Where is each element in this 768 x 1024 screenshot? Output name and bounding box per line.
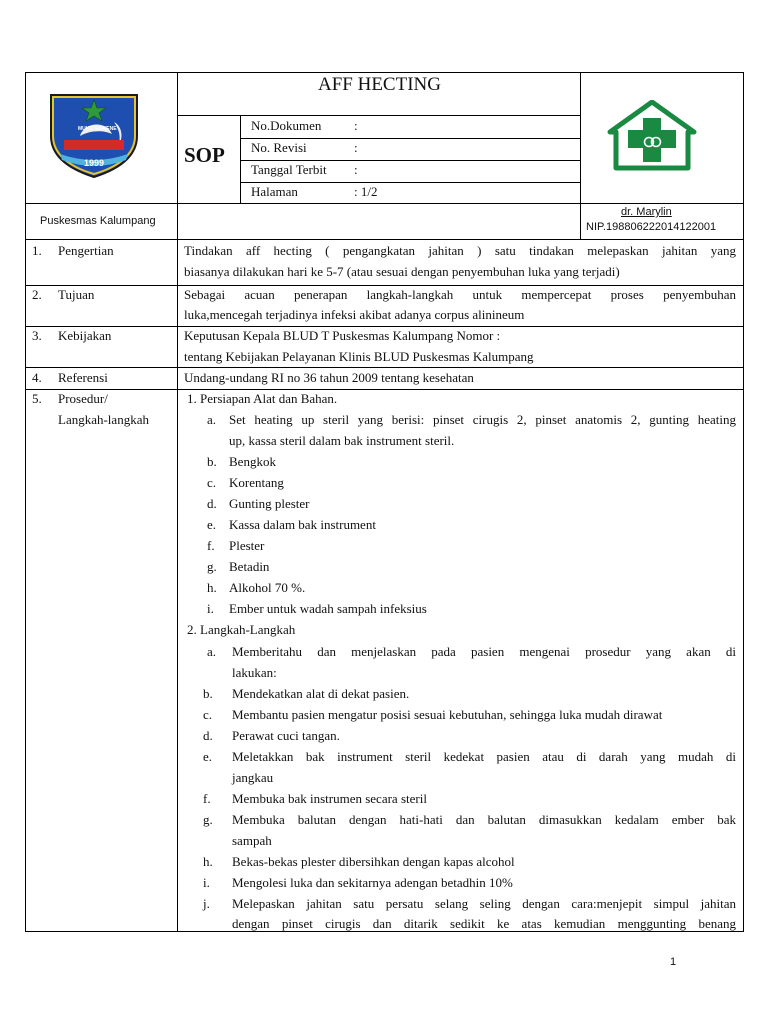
field-value-halaman: : 1/2 (354, 184, 378, 199)
list-item-text: Set heating up steril yang berisi: pinset cirugis 2, pinset anatomis 2, gunting heating (229, 412, 736, 427)
list-item-text-cont: dengan pinset cirugis dan ditarik sedikit ke atas kemudian menggunting benang (232, 916, 736, 931)
list-item-text: Perawat cuci tangan. (232, 728, 340, 743)
emblem-banner-text: MUKU GAWENE (78, 126, 117, 132)
list-item-text: Memberitahu dan menjelaskan pada pasien mengenai prosedur yang akan di (232, 644, 736, 659)
field-label-tanggal-terbit: Tanggal Terbit (251, 162, 327, 177)
section-number: 5. (32, 391, 42, 406)
list-item-letter: i. (203, 875, 210, 890)
list-item-letter: e. (203, 749, 213, 764)
signatory-name: dr. Marylin (621, 206, 672, 218)
page-number: 1 (670, 956, 677, 968)
list-item-text: Betadin (229, 559, 270, 574)
list-item-text: Ember untuk wadah sampah infeksius (229, 601, 427, 616)
list-item-letter: a. (207, 644, 217, 659)
list-item-text-cont: jangkau (232, 770, 274, 785)
list-item-letter: d. (207, 496, 217, 511)
list-item-text-cont: up, kassa steril dalam bak instrument steril. (229, 433, 455, 448)
list-item-text: Membuka balutan dengan hati-hati dan balutan dimasukkan kedalam ember bak (232, 812, 736, 827)
list-item-text-cont: sampah (232, 833, 272, 848)
section-label-pengertian: Pengertian (58, 243, 114, 258)
field-label-no-dokumen: No.Dokumen (251, 118, 322, 133)
organization-name: Puskesmas Kalumpang (40, 215, 156, 227)
section-text: Keputusan Kepala BLUD T Puskesmas Kalumpang Nomor : (184, 328, 501, 343)
procedure-part-title: 2. Langkah-Langkah (187, 622, 296, 637)
list-item-letter: c. (203, 707, 213, 722)
section-text: Tindakan aff hecting ( pengangkatan jahitan ) satu tindakan melepaskan jahitan yang (184, 243, 736, 258)
list-item-text: Plester (229, 538, 265, 553)
list-item-letter: b. (203, 686, 213, 701)
list-item-letter: i. (207, 601, 214, 616)
list-item-letter: h. (203, 854, 213, 869)
list-item-letter: f. (207, 538, 215, 553)
list-item-letter: f. (203, 791, 211, 806)
section-number: 1. (32, 243, 42, 258)
section-label-referensi: Referensi (58, 370, 108, 385)
section-number: 2. (32, 287, 42, 302)
list-item-letter: c. (207, 475, 217, 490)
list-item-text: Meletakkan bak instrument steril kedekat pasien atau di darah yang mudah di (232, 749, 736, 764)
list-item-letter: g. (203, 812, 213, 827)
list-item-text: Bengkok (229, 454, 276, 469)
procedure-part-title: 1. Persiapan Alat dan Bahan. (187, 391, 338, 406)
list-item-text: Membantu pasien mengatur posisi sesuai kebutuhan, sehingga luka mudah dirawat (232, 707, 663, 722)
list-item-text: Korentang (229, 475, 284, 490)
section-text: Sebagai acuan penerapan langkah-langkah untuk mempercepat proses penyembuhan (184, 287, 736, 302)
section-label-kebijakan: Kebijakan (58, 328, 112, 343)
emblem-year: 1999 (84, 158, 105, 168)
list-item-text: Kassa dalam bak instrument (229, 517, 376, 532)
list-item-letter: b. (207, 454, 217, 469)
section-label-prosedur: Prosedur/ (58, 391, 108, 406)
section-number: 4. (32, 370, 42, 385)
field-value-no-dokumen: : (354, 118, 358, 133)
field-label-no-revisi: No. Revisi (251, 140, 307, 155)
list-item-letter: j. (203, 896, 210, 911)
list-item-letter: a. (207, 412, 217, 427)
list-item-letter: h. (207, 580, 217, 595)
signatory-nip: NIP.198806222014122001 (586, 221, 717, 233)
sop-label: SOP (184, 143, 225, 167)
field-label-halaman: Halaman (251, 184, 298, 199)
document-title: AFF HECTING (318, 74, 441, 95)
section-text: tentang Kebijakan Pelayanan Klinis BLUD Puskesmas Kalumpang (184, 349, 534, 364)
section-text: Undang-undang RI no 36 tahun 2009 tentang kesehatan (184, 370, 474, 385)
list-item-letter: g. (207, 559, 217, 574)
section-number: 3. (32, 328, 42, 343)
list-item-text: Gunting plester (229, 496, 310, 511)
list-item-text: Bekas-bekas plester dibersihkan dengan kapas alcohol (232, 854, 515, 869)
field-value-tanggal-terbit: : (354, 162, 358, 177)
list-item-text: Mendekatkan alat di dekat pasien. (232, 686, 410, 701)
list-item-text-cont: lakukan: (232, 665, 277, 680)
list-item-text: Mengolesi luka dan sekitarnya adengan betadhin 10% (232, 875, 513, 890)
regency-emblem-icon (48, 92, 140, 178)
field-value-no-revisi: : (354, 140, 358, 155)
list-item-text: Alkohol 70 %. (229, 580, 306, 595)
list-item-letter: d. (203, 728, 213, 743)
list-item-letter: e. (207, 517, 217, 532)
section-text: biasanya dilakukan hari ke 5-7 (atau sesuai dengan penyembuhan luka yang terjadi) (184, 264, 620, 279)
puskesmas-logo-icon (606, 100, 698, 172)
list-item-text: Membuka bak instrumen secara steril (232, 791, 427, 806)
section-label-tujuan: Tujuan (58, 287, 95, 302)
list-item-text: Melepaskan jahitan satu persatu selang seling dengan cara:menjepit simpul jahitan (232, 896, 736, 911)
section-text: luka,mencegah terjadinya infeksi akibat adanya corpus alinineum (184, 307, 525, 322)
section-label-langkah: Langkah-langkah (58, 412, 149, 427)
